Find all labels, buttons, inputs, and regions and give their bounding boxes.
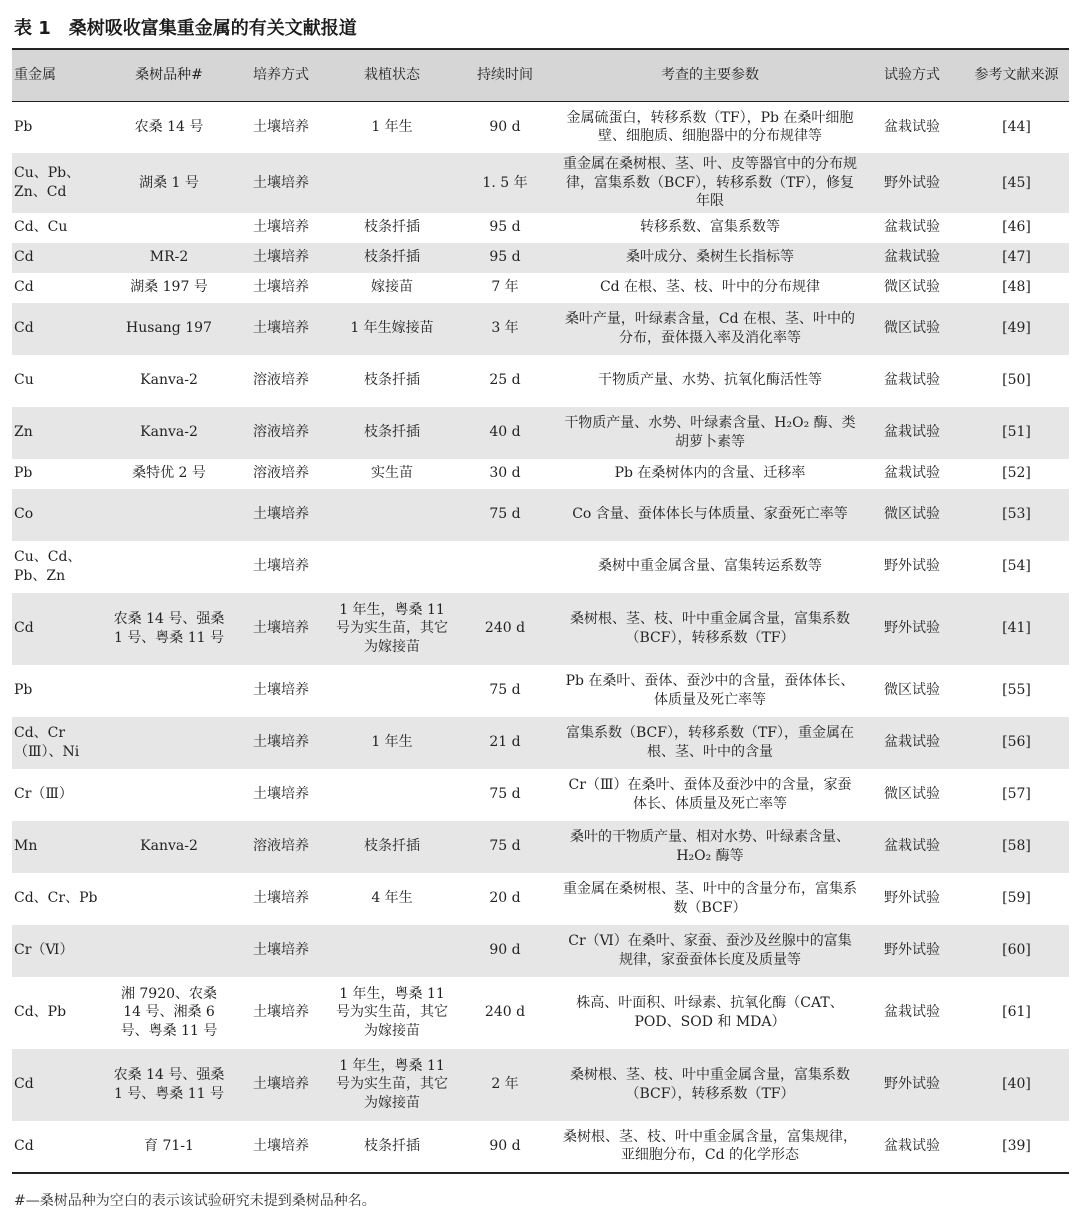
table-cell: 株高、叶面积、叶绿素、抗氧化酶（CAT、POD、SOD 和 MDA） bbox=[576, 995, 844, 1030]
table-cell: 桑叶产量，叶绿素含量，Cd 在根、茎、叶中的分布，蚕体摄入率及消化率等 bbox=[564, 311, 856, 346]
header-metal: 重金属 bbox=[12, 49, 110, 101]
table-cell: [54] bbox=[1002, 558, 1031, 575]
table-cell bbox=[110, 925, 228, 977]
table-cell: 240 d bbox=[484, 620, 526, 637]
table-cell: 富集系数（BCF），转移系数（TF），重金属在根、茎、叶中的含量 bbox=[565, 725, 855, 760]
table-cell: 21 d bbox=[489, 734, 521, 751]
table-cell: 湖桑 197 号 bbox=[130, 279, 208, 296]
table-cell: Cd bbox=[14, 249, 34, 266]
table-cell: 土壤培养 bbox=[253, 279, 309, 296]
table-row bbox=[12, 665, 1069, 717]
literature-table bbox=[12, 48, 1069, 1174]
table-cell bbox=[334, 153, 450, 213]
table-cell: [52] bbox=[1002, 465, 1031, 482]
table-cell: 30 d bbox=[489, 465, 521, 482]
table-cell: Cr（Ⅵ） bbox=[14, 942, 74, 959]
table-cell: 溶液培养 bbox=[253, 372, 309, 389]
table-cell: 微区试验 bbox=[884, 506, 940, 523]
table-cell: Mn bbox=[14, 838, 38, 855]
table-cell: 桑叶的干物质产量、相对水势、叶绿素含量、H₂O₂ 酶等 bbox=[570, 829, 850, 864]
table-cell: Cr（Ⅵ）在桑叶、家蚕、蚕沙及丝腺中的富集规律，家蚕蚕体长度及质量等 bbox=[568, 933, 852, 968]
table-cell: 溶液培养 bbox=[253, 838, 309, 855]
table-cell: 1 年生嫁接苗 bbox=[350, 320, 434, 337]
table-cell: [44] bbox=[1002, 119, 1031, 135]
header-variety: 桑树品种# bbox=[110, 49, 228, 101]
table-cell: 育 71-1 bbox=[110, 1121, 228, 1173]
table-cell: 枝条扦插 bbox=[364, 838, 420, 855]
table-cell bbox=[450, 541, 560, 593]
table-cell bbox=[334, 769, 450, 821]
table-cell: Zn bbox=[14, 424, 33, 441]
table-cell: 1 年生，粤桑 11 号为实生苗，其它为嫁接苗 bbox=[336, 1057, 448, 1111]
table-cell: 4 年生 bbox=[371, 890, 413, 907]
table-cell: 农桑 14 号、强桑 1 号、粤桑 11 号 bbox=[113, 1067, 225, 1102]
table-cell: Cd bbox=[12, 1121, 110, 1173]
header-duration: 持续时间 bbox=[450, 49, 560, 101]
table-number: 表 1 bbox=[14, 18, 51, 39]
table-cell: [58] bbox=[1002, 838, 1031, 855]
table-row bbox=[12, 243, 1069, 273]
table-cell: Cu、Cd、Pb、Zn bbox=[14, 549, 82, 584]
table-cell: [45] bbox=[1002, 174, 1031, 191]
table-cell: 枝条扦插 bbox=[364, 372, 420, 389]
table-cell bbox=[110, 213, 228, 243]
table-cell: 转移系数、富集系数等 bbox=[640, 219, 780, 236]
table-cell bbox=[334, 665, 450, 717]
table-cell: Cu、Pb、Zn、Cd bbox=[14, 165, 81, 200]
table-cell: 95 d bbox=[489, 249, 521, 266]
table-cell bbox=[110, 873, 228, 925]
table-cell: 75 d bbox=[489, 682, 521, 699]
table-row bbox=[12, 355, 1069, 407]
table-cell: 盆栽试验 bbox=[884, 424, 940, 441]
table-cell: 农桑 14 号 bbox=[134, 119, 204, 135]
table-cell: 干物质产量、水势、抗氧化酶活性等 bbox=[598, 372, 822, 389]
table-cell: Cd bbox=[14, 320, 34, 337]
table-cell bbox=[334, 489, 450, 541]
table-cell: [55] bbox=[1002, 682, 1031, 699]
table-cell: Cd、Cr、Pb bbox=[14, 890, 98, 907]
table-cell: 土壤培养 bbox=[253, 1076, 309, 1093]
table-cell: 桑叶成分、桑树生长指标等 bbox=[626, 249, 794, 266]
table-cell: 桑树根、茎、枝、叶中重金属含量，富集系数（BCF），转移系数（TF） bbox=[570, 1067, 850, 1102]
table-cell: 微区试验 bbox=[884, 682, 940, 699]
table-cell: [59] bbox=[1002, 890, 1031, 907]
table-cell: 枝条扦插 bbox=[334, 1121, 450, 1173]
table-cell: 2 年 bbox=[491, 1076, 519, 1093]
table-cell: 野外试验 bbox=[884, 620, 940, 637]
table-cell: 野外试验 bbox=[884, 174, 940, 191]
header-method: 试验方式 bbox=[860, 49, 964, 101]
table-cell: Cd、Cr（Ⅲ）、Ni bbox=[14, 725, 80, 760]
table-cell: 枝条扦插 bbox=[364, 424, 420, 441]
table-cell: MR-2 bbox=[149, 249, 189, 266]
table-cell: 土壤培养 bbox=[253, 620, 309, 637]
table-cell: 湘 7920、农桑 14 号、湘桑 6 号、粤桑 11 号 bbox=[120, 985, 218, 1039]
table-body bbox=[12, 101, 1069, 1173]
table-cell: 240 d bbox=[484, 1004, 526, 1021]
table-cell: Husang 197 bbox=[126, 320, 212, 337]
table-cell: [57] bbox=[1002, 786, 1031, 803]
table-cell: 90 d bbox=[489, 942, 521, 959]
table-cell: 土壤培养 bbox=[253, 219, 309, 236]
table-cell: 农桑 14 号、强桑 1 号、粤桑 11 号 bbox=[113, 611, 225, 646]
table-cell: 土壤培养 bbox=[253, 320, 309, 337]
table-cell: [50] bbox=[1002, 372, 1031, 389]
table-cell: 1 年生，粤桑 11 号为实生苗，其它为嫁接苗 bbox=[336, 985, 448, 1039]
table-cell: [60] bbox=[1002, 942, 1031, 959]
table-cell: 嫁接苗 bbox=[371, 279, 413, 296]
table-row bbox=[12, 541, 1069, 593]
table-cell: Cd、Pb bbox=[14, 1004, 67, 1021]
table-cell: 湖桑 1 号 bbox=[139, 174, 199, 191]
table-cell: Cd bbox=[14, 1076, 34, 1093]
table-cell: 1. 5 年 bbox=[482, 174, 528, 191]
table-caption: 桑树吸收富集重金属的有关文献报道 bbox=[68, 18, 357, 39]
table-cell: 25 d bbox=[489, 372, 521, 389]
table-cell: 溶液培养 bbox=[253, 465, 309, 482]
table-row bbox=[12, 873, 1069, 925]
table-cell: 土壤培养 bbox=[253, 174, 309, 191]
table-cell bbox=[110, 769, 228, 821]
table-cell: 微区试验 bbox=[884, 320, 940, 337]
table-cell: 土壤培养 bbox=[228, 1121, 334, 1173]
header-planting: 栽植状态 bbox=[334, 49, 450, 101]
table-cell: 干物质产量、水势、叶绿素含量、H₂O₂ 酶、类胡萝卜素等 bbox=[564, 415, 856, 450]
table-cell: 桑树中重金属含量、富集转运系数等 bbox=[598, 558, 822, 575]
header-culture: 培养方式 bbox=[228, 49, 334, 101]
table-cell: 土壤培养 bbox=[253, 119, 309, 135]
table-cell: 土壤培养 bbox=[253, 786, 309, 803]
table-cell: 桑树根、茎、枝、叶中重金属含量，富集规律，亚细胞分布，Cd 的化学形态 bbox=[560, 1121, 860, 1173]
table-cell: [47] bbox=[1002, 249, 1031, 266]
table-cell: [48] bbox=[1002, 279, 1031, 296]
table-cell: Kanva-2 bbox=[140, 372, 198, 389]
table-cell: Co bbox=[14, 506, 34, 523]
table-cell: [61] bbox=[1002, 1004, 1031, 1021]
table-cell: Pb 在桑叶、蚕体、蚕沙中的含量，蚕体体长、体质量及死亡率等 bbox=[565, 673, 855, 708]
table-row bbox=[12, 489, 1069, 541]
table-row bbox=[12, 925, 1069, 977]
table-cell: [53] bbox=[1002, 506, 1031, 523]
table-cell: Pb bbox=[14, 682, 33, 699]
table-row bbox=[12, 977, 1069, 1049]
table-cell: 盆栽试验 bbox=[884, 838, 940, 855]
table-cell: 90 d bbox=[450, 1121, 560, 1173]
table-cell: [56] bbox=[1002, 734, 1031, 751]
table-row bbox=[12, 303, 1069, 355]
table-cell: 重金属在桑树根、茎、叶、皮等器官中的分布规律，富集系数（BCF），转移系数（TF），修复年限 bbox=[563, 156, 857, 209]
table-cell: Cr（Ⅲ） bbox=[14, 786, 73, 803]
table-row bbox=[12, 153, 1069, 213]
table-cell: 土壤培养 bbox=[253, 558, 309, 575]
table-cell: 盆栽试验 bbox=[884, 734, 940, 751]
table-cell: 枝条扦插 bbox=[364, 219, 420, 236]
table-cell: 土壤培养 bbox=[253, 506, 309, 523]
table-cell: Cr（Ⅲ）在桑叶、蚕体及蚕沙中的含量，家蚕体长、体质量及死亡率等 bbox=[568, 777, 852, 812]
table-cell: 微区试验 bbox=[884, 279, 940, 296]
table-cell: 盆栽试验 bbox=[884, 119, 940, 135]
table-cell bbox=[110, 541, 228, 593]
table-cell: Co 含量、蚕体体长与体质量、家蚕死亡率等 bbox=[572, 506, 848, 523]
table-cell: 野外试验 bbox=[884, 1076, 940, 1093]
table-cell: [46] bbox=[1002, 219, 1031, 236]
table-cell: 土壤培养 bbox=[253, 734, 309, 751]
table-row bbox=[12, 273, 1069, 303]
footnote: #—桑树品种为空白的表示该试验研究未提到桑树品种名。 bbox=[14, 1193, 376, 1209]
table-cell: [39] bbox=[964, 1121, 1069, 1173]
table-cell: 盆栽试验 bbox=[884, 465, 940, 482]
table-cell: 野外试验 bbox=[884, 890, 940, 907]
table-cell: 盆栽试验 bbox=[884, 249, 940, 266]
table-row bbox=[12, 769, 1069, 821]
table-cell: Pb 在桑树体内的含量、迁移率 bbox=[614, 465, 806, 482]
table-title bbox=[14, 14, 357, 40]
table-cell: Kanva-2 bbox=[140, 838, 198, 855]
table-row bbox=[12, 821, 1069, 873]
table-row bbox=[12, 101, 1069, 153]
header-row bbox=[12, 49, 1069, 101]
table-cell: 75 d bbox=[489, 786, 521, 803]
table-cell: 盆栽试验 bbox=[884, 372, 940, 389]
table-cell: Pb bbox=[14, 465, 33, 482]
table-row bbox=[12, 593, 1069, 665]
table-cell bbox=[334, 925, 450, 977]
table-cell: 1 年生 bbox=[371, 119, 413, 135]
table-cell: 野外试验 bbox=[884, 558, 940, 575]
table-row bbox=[12, 1121, 1069, 1173]
table-cell: 土壤培养 bbox=[253, 1004, 309, 1021]
table-cell: 90 d bbox=[489, 119, 521, 135]
table-cell: 3 年 bbox=[491, 320, 519, 337]
table-cell bbox=[110, 717, 228, 769]
table-cell: 75 d bbox=[489, 838, 521, 855]
table-cell: Cu bbox=[14, 372, 34, 389]
table-cell: 20 d bbox=[489, 890, 521, 907]
table-cell: Cd bbox=[14, 620, 34, 637]
table-cell: 1 年生 bbox=[371, 734, 413, 751]
table-cell: 土壤培养 bbox=[253, 682, 309, 699]
table-cell: 土壤培养 bbox=[253, 249, 309, 266]
table-cell: 盆栽试验 bbox=[884, 1004, 940, 1021]
table-cell: 40 d bbox=[489, 424, 521, 441]
table-cell: Cd 在根、茎、枝、叶中的分布规律 bbox=[599, 279, 821, 296]
table-cell: Cd、Cu bbox=[14, 219, 68, 236]
table-cell: 1 年生，粤桑 11 号为实生苗，其它为嫁接苗 bbox=[336, 601, 448, 655]
table-cell: 桑特优 2 号 bbox=[132, 465, 206, 482]
table-cell: 实生苗 bbox=[371, 465, 413, 482]
header-parameters: 考查的主要参数 bbox=[560, 49, 860, 101]
table-row bbox=[12, 459, 1069, 489]
table-cell: 枝条扦插 bbox=[364, 249, 420, 266]
table-cell: 盆栽试验 bbox=[884, 219, 940, 236]
table-cell: 土壤培养 bbox=[253, 942, 309, 959]
table-cell: 土壤培养 bbox=[253, 890, 309, 907]
table-cell: 溶液培养 bbox=[253, 424, 309, 441]
table-cell: 75 d bbox=[489, 506, 521, 523]
table-cell: 桑树根、茎、枝、叶中重金属含量，富集系数（BCF），转移系数（TF） bbox=[570, 611, 850, 646]
table-cell: Cd bbox=[14, 279, 34, 296]
table-cell: 微区试验 bbox=[884, 786, 940, 803]
table-cell: 7 年 bbox=[491, 279, 519, 296]
table-row bbox=[12, 1049, 1069, 1121]
header-reference: 参考文献来源 bbox=[964, 49, 1069, 101]
table-cell bbox=[110, 489, 228, 541]
table-cell: Pb bbox=[14, 119, 33, 135]
table-cell: 野外试验 bbox=[884, 942, 940, 959]
table-cell: 金属硫蛋白，转移系数（TF），Pb 在桑叶细胞壁、细胞质、细胞器中的分布规律等 bbox=[566, 109, 854, 145]
table-cell: 盆栽试验 bbox=[860, 1121, 964, 1173]
table-row bbox=[12, 407, 1069, 459]
table-cell bbox=[110, 665, 228, 717]
table-cell: [40] bbox=[1002, 1076, 1031, 1093]
table-cell: 重金属在桑树根、茎、叶中的含量分布，富集系数（BCF） bbox=[563, 881, 857, 916]
table-cell: [49] bbox=[1002, 320, 1031, 337]
table-cell: [41] bbox=[1002, 620, 1031, 637]
table-cell: 95 d bbox=[489, 219, 521, 236]
table-row bbox=[12, 213, 1069, 243]
table-cell: [51] bbox=[1002, 424, 1031, 441]
table-cell: Kanva-2 bbox=[140, 424, 198, 441]
table-row bbox=[12, 717, 1069, 769]
table-cell bbox=[334, 541, 450, 593]
